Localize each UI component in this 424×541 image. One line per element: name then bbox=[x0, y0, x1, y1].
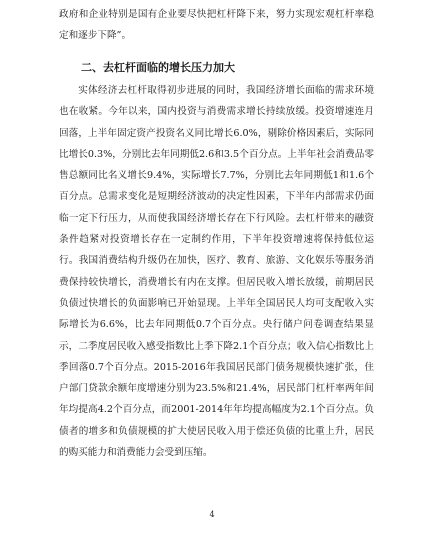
section-number: 二、 bbox=[81, 61, 103, 74]
section-heading bbox=[59, 58, 374, 78]
section-title: 去杠杆面临的增长压力加大 bbox=[103, 61, 235, 74]
body-paragraph: 实体经济去杠杆取得初步进展的同时，我国经济增长面临的需求环境也在收紧。今年以来，国内投资与消费需求增长持续放缓。投资增速连月回落，上半年固定资产投资名义同比增长6.0%，剔除价格因素后，实际同比增长0.3%，分别比去年同期低2.6和3.5个百分点。上半年社会消费品零售总额同比名义增长9.4%，实际增长7.7%，分别比去年同期低1和1.6个百分点。总需求变化是短期经济波动的决定性因素，下半年内部需求仍面临一定下行压力，从而使我国经济增长存在下行风险。去杠杆带来的融资条件趋紧对投资增长存在一定制约作用，下半年投资增速将保持低位运行。我国消费结构升级仍在加快，医疗、教育、旅游、文化娱乐等服务消费保持较快增长，消费增长有内在支撑。但居民收入增长放缓，前期居民负债过快增长的负面影响已开始显现。上半年全国居民人均可支配收入实际增长为6.6%，比去年同期低0.7个百分点。央行储户问卷调查结果显示，二季度居民收入感受指数比上季下降2.1个百分点；收入信心指数比上季回落0.7个百分点。2015-2016年我国居民部门债务规模快速扩张，住户部门贷款余额年度增速分别为23.5%和21.4%，居民部门杠杆率两年间年均提高4.2个百分点，而2001-2014年年均提高幅度为2.1个百分点。负债者的增多和负债规模的扩大使居民收入用于偿还负债的比重上升，居民的购买能力和消费能力会受到压缩。 bbox=[59, 85, 374, 459]
page-number: 4 bbox=[209, 510, 215, 519]
continuation-paragraph: 政府和企业特别是国有企业要尽快把杠杆降下来，努力实现宏观杠杆率稳定和逐步下降”。 bbox=[59, 9, 374, 42]
